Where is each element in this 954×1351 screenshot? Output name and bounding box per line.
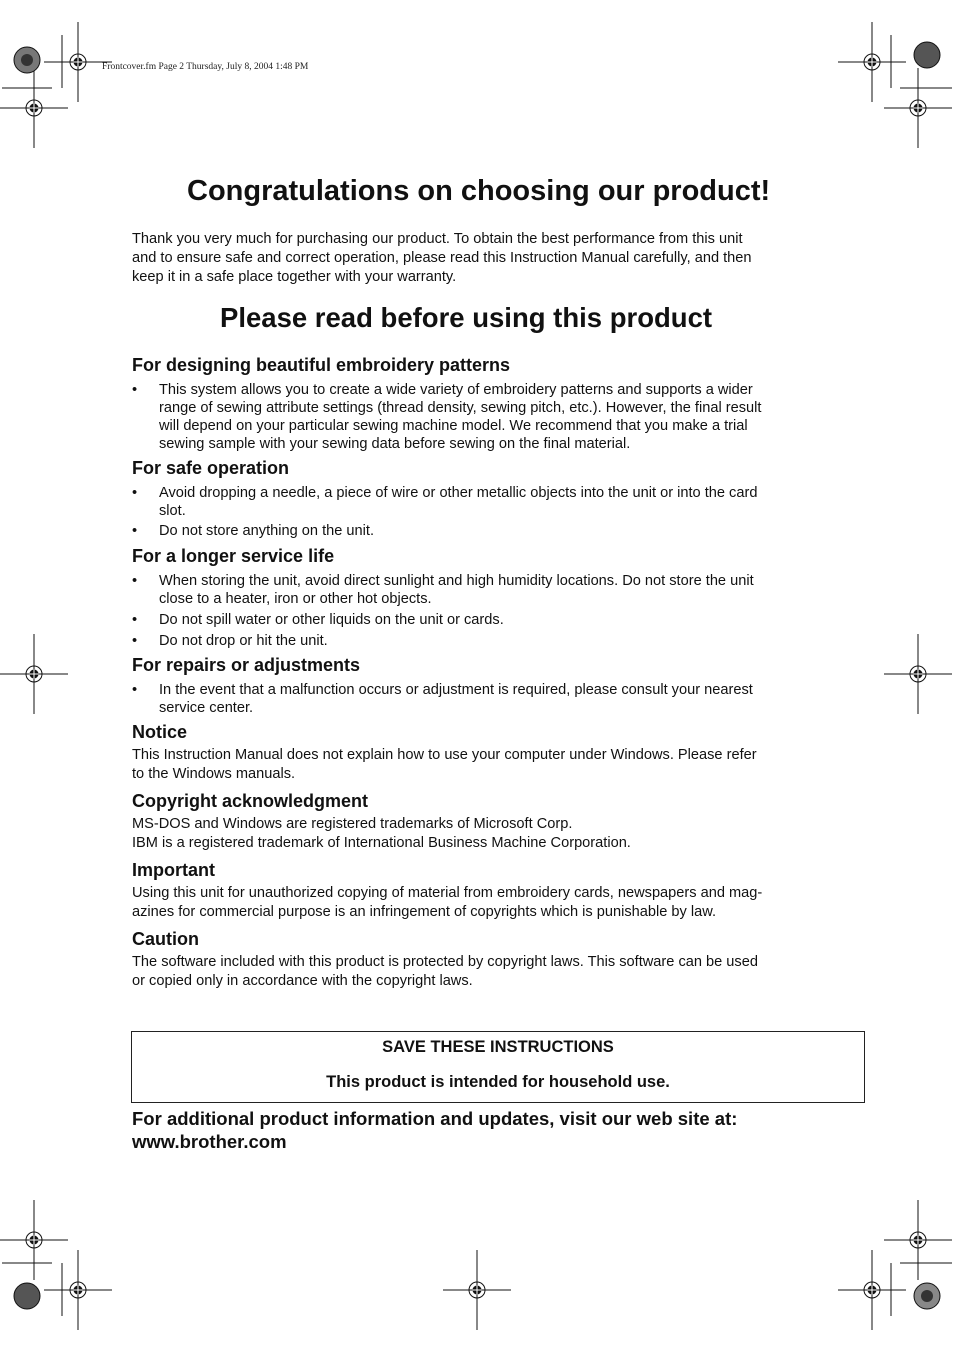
congrats-title: Congratulations on choosing our product! bbox=[187, 175, 771, 207]
copyright-line-1: MS-DOS and Windows are registered trademarks of Microsoft Corp. bbox=[132, 816, 573, 832]
section-heading-important: Important bbox=[132, 860, 215, 880]
section-heading-longer: For a longer service life bbox=[132, 546, 335, 566]
list-item: • This system allows you to create a wide variety of embroidery patterns and supports a wider range of sewing attribute settings (thread density, sewing pitch, etc.). However, the final result will depend on your particular sewing machine model. We recommend that you make a trial sewing sample with your sewing data before sewing on the final material. bbox=[132, 382, 762, 452]
intro-line-3: keep it in a safe place together with your warranty. bbox=[132, 269, 457, 285]
important-line-1: Using this unit for unauthorized copying of material from embroidery cards, newspapers and mag- bbox=[132, 885, 763, 901]
website-note bbox=[132, 1107, 737, 1153]
website-note-text: For additional product information and updates, visit our web site at: bbox=[132, 1108, 738, 1129]
website-url: www.brother.com bbox=[132, 1131, 287, 1152]
section-heading-designing: For designing beautiful embroidery patterns bbox=[132, 355, 511, 375]
read-before-title: Please read before using this product bbox=[220, 302, 713, 333]
copyright-line-2: IBM is a registered trademark of International Business Machine Corporation. bbox=[132, 835, 631, 851]
section-heading-caution: Caution bbox=[132, 929, 199, 949]
section-heading-repairs: For repairs or adjustments bbox=[132, 655, 361, 675]
section-heading-safe: For safe operation bbox=[132, 458, 290, 478]
household-use-label: This product is intended for household use. bbox=[326, 1073, 670, 1091]
section-heading-copyright: Copyright acknowledgment bbox=[132, 791, 369, 811]
save-instructions-label: SAVE THESE INSTRUCTIONS bbox=[382, 1038, 614, 1056]
intro-line-1: Thank you very much for purchasing our product. To obtain the best performance from this unit bbox=[132, 231, 743, 247]
important-line-2: azines for commercial purpose is an infringement of copyrights which is punishable by law. bbox=[132, 904, 717, 920]
section-heading-notice: Notice bbox=[132, 722, 188, 742]
list-item: • Do not spill water or other liquids on the unit or cards. bbox=[132, 612, 504, 628]
list-item: • In the event that a malfunction occurs or adjustment is required, please consult your nearest service center. bbox=[132, 682, 753, 716]
notice-line-1: This Instruction Manual does not explain how to use your computer under Windows. Please refer bbox=[132, 747, 757, 763]
file-stamp: Frontcover.fm Page 2 Thursday, July 8, 2004 1:48 PM bbox=[102, 62, 309, 72]
list-item: • When storing the unit, avoid direct sunlight and high humidity locations. Do not store the unit close to a heater, iron or other hot objects. bbox=[132, 573, 754, 607]
list-item: • Do not store anything on the unit. bbox=[132, 523, 374, 539]
notice-line-2: to the Windows manuals. bbox=[132, 766, 296, 782]
caution-line-1: The software included with this product is protected by copyright laws. This software can be used bbox=[132, 954, 758, 970]
list-item: • Avoid dropping a needle, a piece of wire or other metallic objects into the unit or into the card slot. bbox=[132, 485, 758, 519]
list-item: • Do not drop or hit the unit. bbox=[132, 633, 328, 649]
intro-line-2: and to ensure safe and correct operation, please read this Instruction Manual carefully, and then bbox=[132, 250, 752, 266]
save-instructions-box bbox=[131, 1031, 865, 1103]
caution-line-2: or copied only in accordance with the copyright laws. bbox=[132, 973, 473, 989]
